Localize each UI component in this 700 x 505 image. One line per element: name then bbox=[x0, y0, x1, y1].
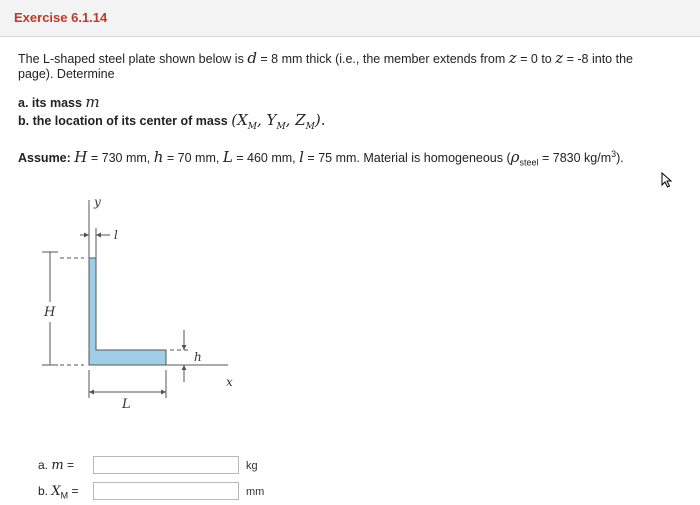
intro-text-1: The L-shaped steel plate shown below is bbox=[18, 52, 248, 66]
item-b-zm: , Z bbox=[285, 111, 306, 129]
l-dim-label: l bbox=[114, 228, 118, 242]
l-plate-diagram bbox=[28, 190, 258, 420]
h-value: = 70 mm, bbox=[163, 151, 223, 166]
answer-b-symbol: X bbox=[51, 484, 61, 499]
intro-text-3: = 0 to bbox=[516, 52, 556, 66]
item-b-expression bbox=[231, 111, 326, 132]
z-symbol-1: z bbox=[508, 49, 517, 67]
rho-symbol: ρ bbox=[510, 148, 520, 167]
item-b-xm: (X bbox=[231, 111, 248, 129]
item-b-sub2: M bbox=[276, 122, 286, 132]
answer-a-eq: = bbox=[63, 458, 75, 472]
d-symbol: d bbox=[247, 49, 257, 67]
H-symbol: H bbox=[74, 148, 88, 167]
exercise-header bbox=[0, 0, 700, 37]
item-b-sub3: M bbox=[305, 122, 315, 132]
answer-b-prefix: b. bbox=[38, 484, 52, 498]
mass-answer-input[interactable] bbox=[93, 456, 239, 474]
answer-a-label bbox=[38, 458, 74, 473]
l-dim-arrowhead-right bbox=[96, 233, 101, 238]
answer-a-prefix: a. bbox=[38, 458, 52, 472]
L-dim-label: L bbox=[122, 397, 131, 412]
l-dim-arrowhead-left bbox=[84, 233, 89, 238]
item-a-symbol: m bbox=[85, 93, 100, 111]
h-symbol: h bbox=[153, 148, 164, 167]
rho-exponent: 3 bbox=[611, 149, 617, 159]
h-arrowhead-top bbox=[182, 345, 187, 350]
H-value: = 730 mm, bbox=[87, 151, 154, 166]
exercise-title: Exercise 6.1.14 bbox=[14, 10, 108, 25]
h-dim-label: h bbox=[194, 350, 202, 364]
answer-b-eq: = bbox=[68, 484, 79, 498]
intro-text-4: = -8 into the bbox=[563, 52, 633, 66]
xm-answer-input[interactable] bbox=[93, 482, 239, 500]
intro-text-2: = 8 mm thick (i.e., the member extends from bbox=[256, 52, 509, 66]
l-symbol: l bbox=[299, 148, 304, 167]
rho-subscript: steel bbox=[519, 157, 539, 168]
xm-unit: mm bbox=[246, 486, 265, 498]
mouse-cursor-icon bbox=[660, 172, 676, 188]
L-symbol: L bbox=[222, 148, 233, 167]
y-axis-label: y bbox=[94, 195, 101, 209]
rho-value: = 7830 kg/m bbox=[538, 151, 612, 166]
l-plate-shape bbox=[89, 258, 166, 365]
mass-unit: kg bbox=[246, 460, 258, 472]
item-a bbox=[18, 94, 100, 111]
L-value: = 460 mm, bbox=[232, 151, 300, 166]
L-arrowhead-right bbox=[161, 390, 166, 395]
h-arrowhead-bottom bbox=[182, 365, 187, 370]
assumptions bbox=[18, 146, 693, 171]
rho-end: ). bbox=[616, 151, 624, 166]
answer-b-label bbox=[38, 484, 78, 500]
item-b-sub1: M bbox=[247, 122, 257, 132]
item-b-text: b. the location of its center of mass bbox=[18, 114, 232, 128]
item-b-ym: , Y bbox=[256, 111, 277, 129]
item-b bbox=[18, 112, 325, 135]
answer-a-symbol: m bbox=[51, 458, 64, 473]
L-arrowhead-left bbox=[89, 390, 94, 395]
z-symbol-2: z bbox=[555, 49, 564, 67]
x-axis-label: x bbox=[226, 375, 233, 389]
H-dim-label: H bbox=[44, 305, 56, 320]
assume-label: Assume: bbox=[18, 151, 75, 166]
item-a-text: a. its mass bbox=[18, 96, 86, 110]
answer-b-subscript: M bbox=[60, 490, 69, 501]
l-value: = 75 mm. Material is homogeneous ( bbox=[303, 151, 511, 166]
item-b-end: ). bbox=[314, 111, 326, 129]
problem-intro-line1 bbox=[18, 50, 688, 67]
problem-intro-line2: page). Determine bbox=[18, 67, 115, 81]
